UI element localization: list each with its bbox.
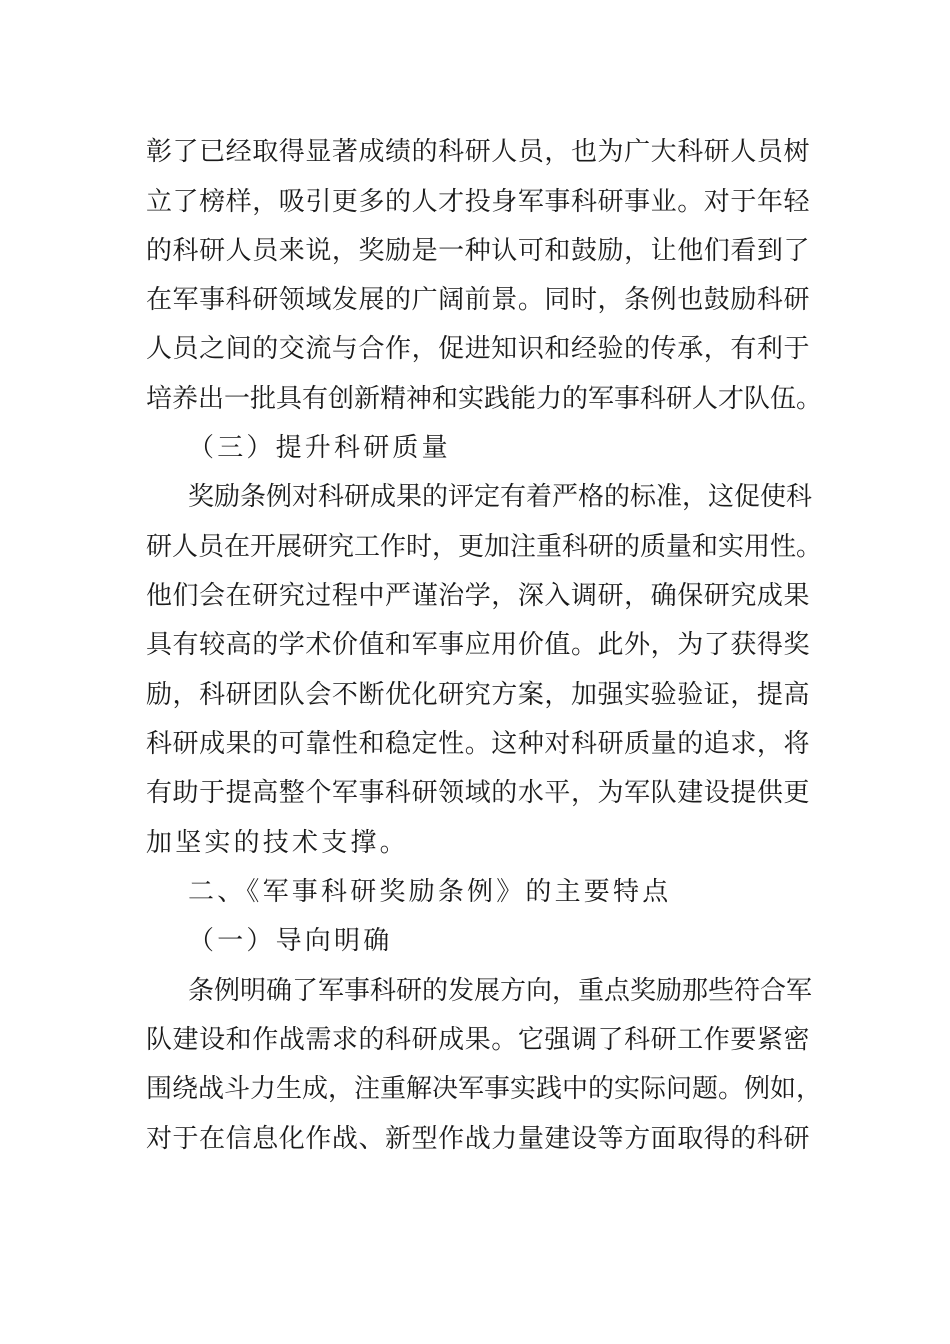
- body-text-line: 科研成果的可靠性和稳定性。这种对科研质量的追求，将: [146, 729, 811, 759]
- body-text-line: 研人员在开展研究工作时，更加注重科研的质量和实用性。: [146, 532, 823, 562]
- body-text-line: 立了榜样，吸引更多的人才投身军事科研事业。对于年轻: [146, 187, 811, 217]
- body-text-line: 围绕战斗力生成，注重解决军事实践中的实际问题。例如，: [146, 1074, 823, 1104]
- body-text-line: 加坚实的技术支撑。: [146, 828, 409, 858]
- body-text-line: 队建设和作战需求的科研成果。它强调了科研工作要紧密: [146, 1025, 811, 1055]
- body-text-line: 他们会在研究过程中严谨治学，深入调研，确保研究成果: [146, 581, 811, 611]
- body-text-line: 对于在信息化作战、新型作战力量建设等方面取得的科研: [146, 1124, 811, 1154]
- paragraph-first-line: 奖励条例对科研成果的评定有着严格的标准，这促使科: [188, 482, 813, 512]
- body-text-line: 有助于提高整个军事科研领域的水平，为军队建设提供更: [146, 778, 811, 808]
- body-text-line: 培养出一批具有创新精神和实践能力的军事科研人才队伍。: [146, 384, 823, 414]
- body-text-line: 的科研人员来说，奖励是一种认可和鼓励，让他们看到了: [146, 236, 811, 266]
- section-heading: （一）导向明确: [188, 926, 393, 956]
- body-text-line: 具有较高的学术价值和军事应用价值。此外，为了获得奖: [146, 630, 811, 660]
- section-heading: （三）提升科研质量: [188, 433, 451, 463]
- body-text-line: 励，科研团队会不断优化研究方案，加强实验验证，提高: [146, 680, 811, 710]
- body-text-line: 人员之间的交流与合作，促进知识和经验的传承，有利于: [146, 334, 811, 364]
- chapter-heading: 二、《军事科研奖励条例》的主要特点: [188, 877, 672, 907]
- body-text-line: 在军事科研领域发展的广阔前景。同时，条例也鼓励科研: [146, 285, 811, 315]
- paragraph-first-line: 条例明确了军事科研的发展方向，重点奖励那些符合军: [188, 976, 813, 1006]
- body-text-line: 彰了已经取得显著成绩的科研人员，也为广大科研人员树: [146, 137, 811, 167]
